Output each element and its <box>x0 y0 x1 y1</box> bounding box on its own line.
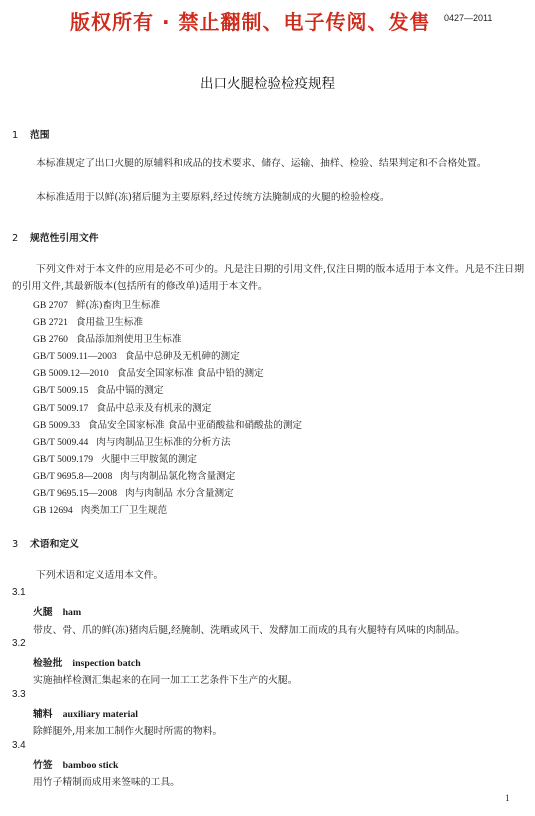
reference-code: GB 12694 <box>33 505 73 517</box>
reference-item <box>33 400 302 417</box>
page-number: 1 <box>505 793 510 803</box>
terms-intro: 下列术语和定义适用本文件。 <box>36 570 164 581</box>
section-number: 1 <box>12 130 19 141</box>
reference-title: 食品添加剂使用卫生标准 <box>75 334 182 346</box>
section-heading-2 <box>12 230 99 244</box>
reference-code: GB/T 5009.15 <box>33 385 89 397</box>
reference-title: 食品中总汞及有机汞的测定 <box>96 402 212 414</box>
reference-code: GB/T 5009.17 <box>33 402 89 414</box>
reference-item <box>33 297 302 314</box>
reference-title: 食品安全国家标准 食品中铅的测定 <box>116 368 264 380</box>
term-definition: 用竹子精制而成用来签味的工具。 <box>33 777 180 788</box>
term-chinese: 辅料 <box>33 709 53 720</box>
reference-item <box>33 331 302 348</box>
reference-item <box>33 348 302 365</box>
scope-paragraph-1: 本标准规定了出口火腿的原辅料和成品的技术要求、储存、运输、抽样、检验、结果判定和不合格处置。 <box>36 158 487 169</box>
reference-title: 食品中镉的测定 <box>96 385 164 397</box>
term-heading <box>33 706 138 720</box>
term-definition: 带皮、骨、爪的鲜(冻)猪肉后腿,经腌制、洗晒或风干、发酵加工而成的具有火腿特有风味的肉制品。 <box>33 625 466 636</box>
term-english: ham <box>62 607 82 618</box>
reference-item <box>33 434 302 451</box>
reference-code: GB/T 9695.8—2008 <box>33 470 113 482</box>
section-title: 术语和定义 <box>30 539 79 550</box>
reference-item <box>33 382 302 399</box>
reference-title: 肉与肉制品氯化物含量测定 <box>120 470 236 482</box>
reference-title: 肉与肉制品 水分含量测定 <box>125 488 234 500</box>
term-chinese: 竹签 <box>33 760 53 771</box>
reference-title: 鲜(冻)畜肉卫生标准 <box>75 300 161 311</box>
reference-item <box>33 417 302 434</box>
reference-list <box>33 297 302 519</box>
term-definition: 除鲜腿外,用来加工制作火腿时所需的物料。 <box>33 726 223 737</box>
term-english: bamboo stick <box>62 760 119 771</box>
term-chinese: 火腿 <box>33 607 53 618</box>
reference-title: 肉与肉制品卫生标准的分析方法 <box>96 436 231 448</box>
section-heading-3 <box>12 536 79 550</box>
reference-item <box>33 468 302 485</box>
reference-item <box>33 365 302 382</box>
reference-item <box>33 314 302 331</box>
reference-item <box>33 502 302 519</box>
reference-item <box>33 451 302 468</box>
term-english: inspection batch <box>72 658 141 669</box>
reference-title: 食品安全国家标准 食品中亚硝酸盐和硝酸盐的测定 <box>87 419 303 431</box>
copyright-watermark: 版权所有 · 禁止翻制、电子传阅、发售 <box>70 10 431 34</box>
reference-code: GB 5009.33 <box>33 419 80 431</box>
reference-code: GB/T 5009.11—2003 <box>33 351 117 363</box>
term-chinese: 检验批 <box>33 658 63 669</box>
term-number: 3.3 <box>12 689 26 700</box>
term-english: auxiliary material <box>62 709 138 720</box>
term-heading <box>33 655 141 669</box>
term-number: 3.1 <box>12 587 26 598</box>
reference-item <box>33 485 302 502</box>
reference-code: GB 5009.12—2010 <box>33 368 109 380</box>
term-number: 3.2 <box>12 638 26 649</box>
reference-code: GB/T 5009.44 <box>33 436 89 448</box>
section-title: 范围 <box>30 130 50 141</box>
section-number: 3 <box>12 539 19 550</box>
reference-code: GB/T 9695.15—2008 <box>33 488 118 500</box>
term-heading <box>33 604 81 618</box>
reference-title: 食品中总砷及无机砷的测定 <box>124 351 240 363</box>
section-title: 规范性引用文件 <box>30 233 99 244</box>
reference-code: GB 2760 <box>33 334 68 346</box>
term-heading <box>33 757 118 771</box>
reference-title: 肉类加工厂卫生规范 <box>80 505 168 517</box>
document-title: 出口火腿检验检疫规程 <box>200 76 335 92</box>
reference-code: GB 2707 <box>33 300 68 311</box>
scope-paragraph-2: 本标准适用于以鲜(冻)猪后腿为主要原料,经过传统方法腌制成的火腿的检验检疫。 <box>36 192 390 203</box>
term-number: 3.4 <box>12 740 26 751</box>
references-intro: 下列文件对于本文件的应用是必不可少的。凡是注日期的引用文件,仅注日期的版本适用于本文件。凡是不注日期的引用文件,其最新版本(包括所有的修改单)适用于本文件。 <box>12 264 524 292</box>
reference-code: GB/T 5009.179 <box>33 453 94 465</box>
reference-code: GB 2721 <box>33 317 68 329</box>
section-number: 2 <box>12 233 19 244</box>
standard-code: 0427—2011 <box>444 13 493 23</box>
reference-title: 食用盐卫生标准 <box>75 317 144 329</box>
reference-title: 火腿中三甲胺氮的测定 <box>101 453 197 465</box>
term-definition: 实施抽样检测汇集起来的在同一加工工艺条件下生产的火腿。 <box>33 675 298 686</box>
section-heading-1 <box>12 127 50 141</box>
